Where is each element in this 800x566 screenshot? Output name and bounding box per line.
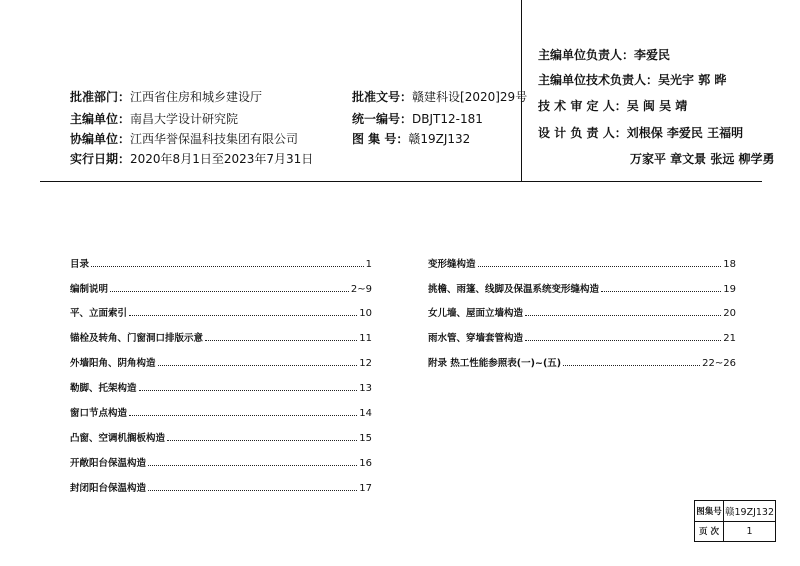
toc-item-title: 变形缝构造: [428, 259, 476, 270]
toc-leader: [205, 340, 357, 341]
toc-item[interactable]: [428, 281, 736, 295]
toc-item-page: 1: [365, 259, 372, 270]
toc-leader: [129, 415, 357, 416]
approval-dept-value: 江西省住房和城乡建设厅: [130, 90, 263, 104]
design-lead-value: 刘根保 李爱民 王福明: [626, 126, 744, 140]
toc-leader: [148, 465, 357, 466]
toc-item-page: 19: [723, 284, 736, 295]
unified-number-value: DBJT12-181: [412, 112, 483, 126]
toc-item[interactable]: [70, 480, 372, 494]
chief-unit-lead: [538, 46, 670, 63]
toc-item-title: 窗口节点构造: [70, 408, 128, 419]
technical-reviewer-value: 吴 闽 吴 靖: [626, 99, 688, 113]
toc-item-title: 雨水管、穿墙套管构造: [428, 333, 524, 344]
toc-item[interactable]: [428, 305, 736, 319]
toc-item[interactable]: [70, 281, 372, 295]
toc-leader: [167, 440, 357, 441]
toc-item[interactable]: [70, 330, 372, 344]
atlas-number: [352, 130, 470, 147]
design-lead-extra: 万家平 章文景 张远 柳学勇: [630, 152, 775, 166]
unified-number-label: 统一编号：: [352, 112, 413, 126]
technical-reviewer-label: 技 术 审 定 人：: [538, 99, 627, 113]
toc-leader: [129, 315, 357, 316]
approval-number-value: 赣建科设[2020]29号: [412, 90, 528, 104]
title-block-page-label: 页 次: [695, 521, 724, 541]
effective-date-value: 2020年8月1日至2023年7月31日: [130, 152, 314, 166]
toc-item-page: 13: [359, 383, 372, 394]
toc-item-title: 平、立面索引: [70, 308, 128, 319]
toc-leader: [525, 315, 721, 316]
toc-item-title: 封闭阳台保温构造: [70, 483, 147, 494]
toc-item-page: 10: [359, 308, 372, 319]
chief-editor-unit: [70, 110, 238, 127]
toc-item-title: 挑檐、雨篷、线脚及保温系统变形缝构造: [428, 284, 600, 295]
toc-item[interactable]: [70, 256, 372, 270]
toc-item[interactable]: [70, 455, 372, 469]
toc-item-title: 女儿墙、屋面立墙构造: [428, 308, 524, 319]
toc-item[interactable]: [428, 256, 736, 270]
atlas-number-value: 赣19ZJ132: [408, 132, 471, 146]
toc-item-title: 目录: [70, 259, 90, 270]
header-divider: [521, 0, 522, 182]
toc-item-title: 勒脚、托架构造: [70, 383, 137, 394]
toc-item-page: 12: [359, 358, 372, 369]
toc-item-title: 编制说明: [70, 284, 109, 295]
design-lead: [538, 124, 743, 141]
atlas-number-label: 图 集 号：: [352, 132, 409, 146]
toc-item[interactable]: [70, 305, 372, 319]
toc-leader: [601, 291, 721, 292]
toc-leader: [110, 291, 349, 292]
title-block-page-row: [695, 521, 775, 541]
title-block: [694, 500, 776, 542]
toc-item[interactable]: [70, 430, 372, 444]
toc-item[interactable]: [70, 380, 372, 394]
toc-item-page: 17: [359, 483, 372, 494]
toc-leader: [148, 490, 357, 491]
toc-item-page: 22~26: [702, 358, 736, 369]
toc-item[interactable]: [428, 330, 736, 344]
title-block-page-value: 1: [746, 525, 753, 537]
title-block-atlas-row: [695, 501, 775, 522]
toc-item-page: 2~9: [350, 284, 372, 295]
toc-item-page: 21: [723, 333, 736, 344]
design-lead-label: 设 计 负 责 人：: [538, 126, 627, 140]
toc-leader: [91, 266, 364, 267]
chief-unit-tech-lead-value: 吴光宇 郭 晔: [658, 73, 727, 87]
title-block-atlas-label: 图集号: [695, 501, 724, 521]
chief-unit-lead-value: 李爱民: [634, 48, 671, 62]
approval-dept-label: 批准部门：: [70, 90, 131, 104]
approval-dept: [70, 88, 262, 105]
toc-item-title: 外墙阳角、阴角构造: [70, 358, 156, 369]
chief-unit-lead-label: 主编单位负责人：: [538, 48, 635, 62]
chief-editor-unit-value: 南昌大学设计研究院: [130, 112, 239, 126]
header-rule: [40, 181, 762, 182]
toc-item-page: 14: [359, 408, 372, 419]
effective-date-label: 实行日期：: [70, 152, 131, 166]
toc-leader: [158, 365, 358, 366]
approval-number: [352, 88, 527, 105]
co-editor-unit-label: 协编单位：: [70, 132, 131, 146]
title-block-atlas-value: 赣19ZJ132: [724, 507, 775, 518]
toc-item-page: 11: [359, 333, 372, 344]
toc-item[interactable]: [70, 355, 372, 369]
chief-editor-unit-label: 主编单位：: [70, 112, 131, 126]
co-editor-unit-value: 江西华誉保温科技集团有限公司: [130, 132, 299, 146]
toc-item-title: 开敞阳台保温构造: [70, 458, 147, 469]
toc-item[interactable]: [70, 405, 372, 419]
toc-item-title: 锚栓及转角、门窗洞口排版示意: [70, 333, 204, 344]
toc-leader: [563, 365, 700, 366]
toc-leader: [478, 266, 722, 267]
approval-number-label: 批准文号：: [352, 90, 413, 104]
technical-reviewer: [538, 97, 687, 114]
chief-unit-tech-lead-label: 主编单位技术负责人：: [538, 73, 659, 87]
chief-unit-tech-lead: [538, 71, 726, 88]
effective-date: [70, 150, 313, 167]
toc-item-page: 18: [723, 259, 736, 270]
toc-leader: [525, 340, 721, 341]
toc-leader: [139, 390, 358, 391]
toc-item-page: 15: [359, 433, 372, 444]
toc-item-title: 附录 热工性能参照表(一)~(五): [428, 358, 562, 369]
unified-number: [352, 110, 483, 127]
toc-item-title: 凸窗、空调机搁板构造: [70, 433, 166, 444]
co-editor-unit: [70, 130, 298, 147]
toc-item-page: 16: [359, 458, 372, 469]
toc-item-page: 20: [723, 308, 736, 319]
toc-item[interactable]: [428, 355, 736, 369]
